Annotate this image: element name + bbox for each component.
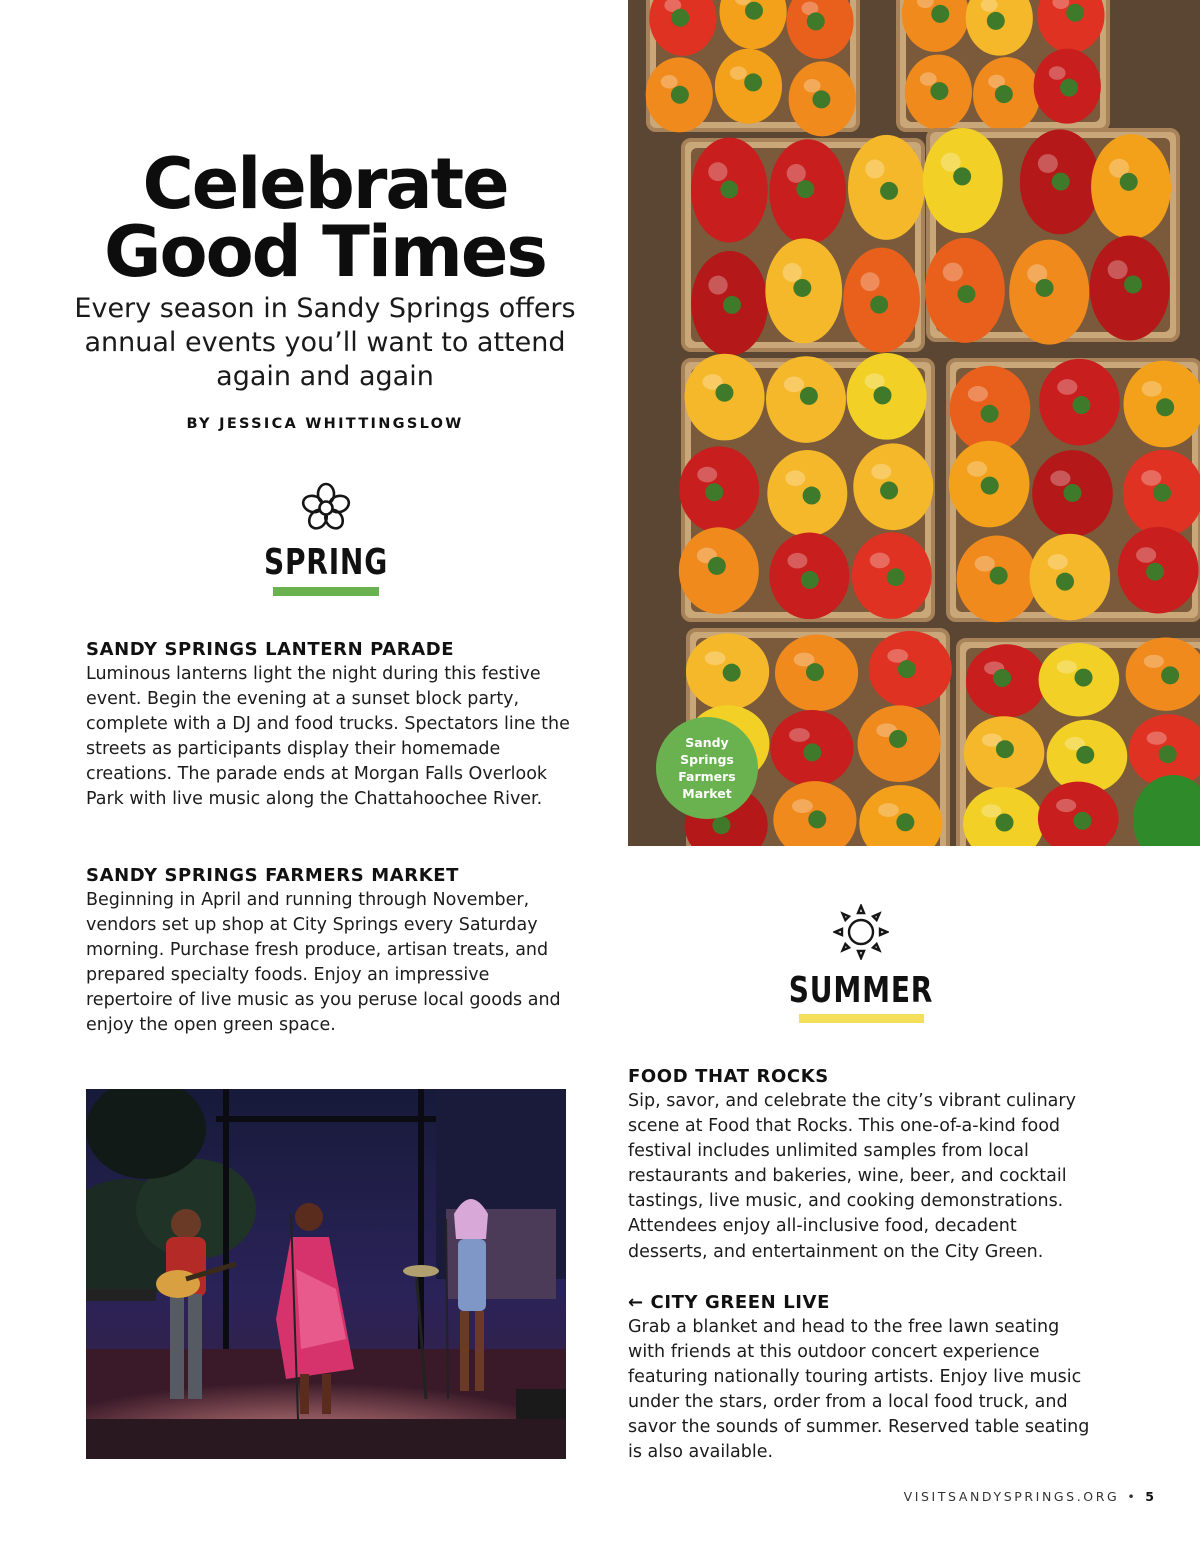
spring-heading: SPRING [263,542,389,583]
article-lantern-parade [86,637,576,813]
flower-icon [298,480,354,536]
summer-heading: SUMMER [788,970,934,1011]
title-line-1: Celebrate [142,143,508,225]
page-number: 5 [1145,1489,1154,1504]
article-city-green-live [628,1290,1098,1466]
summer-accent-bar [799,1014,924,1023]
article-body: Beginning in April and running through November, vendors set up shop at City Springs every Saturday morning. Purchase fresh produce, artisan treats, and prepared specialty foods. Enjoy an impressive repertoire of live music as you peruse local goods and enjoy the open green space. [86,890,561,1036]
footer-site: VISITSANDYSPRINGS.ORG [903,1489,1120,1504]
subtitle: Every season in Sandy Springs offers annual events you’ll want to attend again and again [74,293,576,392]
page-footer [904,1489,1154,1504]
title-line-2: Good Times [104,211,546,293]
badge-label: Sandy Springs Farmers Market [678,735,736,801]
footer-separator: • [1127,1489,1138,1504]
article-food-that-rocks [628,1064,1098,1265]
page-title [60,143,590,293]
spring-accent-bar [273,587,379,596]
article-heading: SANDY SPRINGS LANTERN PARADE [86,639,455,660]
article-heading: ← CITY GREEN LIVE [628,1292,830,1313]
concert-photo [86,1089,566,1459]
article-farmers-market [86,863,576,1039]
article-body: Luminous lanterns light the night during this festive event. Begin the evening at a sunset block party, complete with a DJ and food trucks. Spectators line the streets as participants display their homemade creations. The parade ends at Morgan Falls Overlook Park with live music along the Chattahoochee River. [86,664,570,810]
article-body: Sip, savor, and celebrate the city’s vibrant culinary scene at Food that Rocks. This one-of-a-kind food festival includes unlimited samples from local restaurants and bakeries, wine, beer, and cocktail tastings, live music, and cooking demonstrations. Attendees enjoy all-inclusive food, decadent desserts, and entertainment on the City Green. [628,1091,1076,1262]
article-heading: SANDY SPRINGS FARMERS MARKET [86,865,460,886]
farmers-market-badge [656,717,758,819]
article-heading: FOOD THAT ROCKS [628,1066,829,1087]
article-body: Grab a blanket and head to the free lawn seating with friends at this outdoor concert experience featuring nationally touring artists. Enjoy live music under the stars, order from a local food truck, and savor the sounds of summer. Reserved table seating is also available. [628,1317,1090,1463]
sun-icon [833,904,889,960]
byline: BY JESSICA WHITTINGSLOW [186,416,464,432]
